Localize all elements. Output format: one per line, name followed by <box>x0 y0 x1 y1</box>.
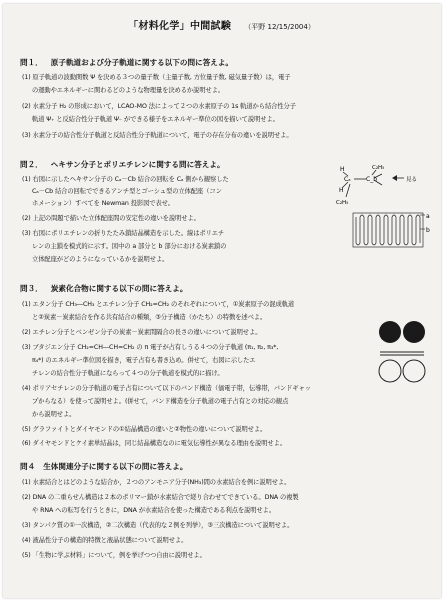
question-3-heading <box>20 283 187 294</box>
orbital-lobe-bottom-left <box>379 360 401 382</box>
q2-line-1: (1) 右図に示したヘキサン分子の Cₐ－Cb 結合の回転を Cₐ 側から観察した <box>22 176 229 183</box>
pe-label-a: a <box>426 213 430 220</box>
c2h5-label-2: C₂H₅ <box>336 200 349 206</box>
c2h5-label-1: C₂H₅ <box>372 165 385 171</box>
orbital-lobe-top-right <box>403 321 425 343</box>
q2-line-2: Cₐ－Cb 結合の回転でできるアンチ型とゴーシュ型の立体配座（コン <box>32 188 222 195</box>
view-arrow-icon <box>392 175 397 181</box>
q1-line-4: 軌道 Ψ₊ と反結合性分子軌道 Ψ₋ ができる様子をエネルギー準位の図を描いて説明せよ。 <box>32 116 279 123</box>
view-label: 見る <box>406 177 418 183</box>
q3-line-8: プからなる）を使って説明せよ。(併せて，バンド構造を分子軌道の電子占有との対応の観点 <box>32 398 289 405</box>
question-4-text: 生体関連分子に関する以下の問に答えよ。 <box>43 462 188 471</box>
page-title: 「材料化学」中間試験 <box>128 21 232 32</box>
q2-line-5: (3) 右図にポリエチレンの折りたたみ鎖結晶構造を示した。線はポリエチ <box>22 230 225 237</box>
q4-line-1: (1) 水素結合とはどのような結合か，２つのアンモニア分子(NH₃)間の水素結合を例に説明せよ。 <box>22 479 291 486</box>
q1-line-3: (2) 水素分子 H₂ の形成において，LCAO-MO 法によって２つの水素原子の 1s 軌道から結合性分子 <box>22 103 296 110</box>
q3-line-4: (3) ブタジエン分子 CH₂=CH―CH=CH₂ の π 電子が占有しうる４つの分子軌道 (π₁, π₂, π₃*, <box>22 344 279 351</box>
h-label-2: H <box>339 187 344 194</box>
hexane-bonds <box>342 170 404 197</box>
q4-line-2: (2) DNA の二重らせん構造は２本のポリマー鎖が水素結合で縒り合わせてできている。DNA の複製 <box>22 494 299 501</box>
cb-label: C_b <box>366 176 377 183</box>
ca-label: Cₐ <box>344 176 351 183</box>
q3-line-7: (4) ポリアセチレンの分子軌道の電子占有について以下のバンド構造（価電子帯，伝導帯，バンドギャッ <box>22 385 311 392</box>
question-2-text: ヘキサン分子とポリエチレンに関する問に答えよ。 <box>50 160 225 169</box>
question-2-number: 問２． <box>20 160 43 169</box>
q3-line-6: チレンの結合性分子軌道にならって４つの分子軌道を模式的に描け。 <box>32 370 224 377</box>
author: （平野 <box>244 23 266 31</box>
question-1-text: 原子軌道および分子軌道に関する以下の問に答えよ。 <box>50 58 234 67</box>
orbital-lobe-bottom-right <box>403 360 425 382</box>
author-date <box>244 23 315 31</box>
q3-line-2: と②炭素－炭素結合を作る共有結合の種類，③分子構造（かたち）の特徴を述べよ。 <box>32 314 267 321</box>
q4-line-5: (4) 液晶性分子の構造的特徴と液晶状態について説明せよ。 <box>22 537 188 544</box>
q1-line-5: (3) 水素分子の結合性分子軌道と反結合性分子軌道について，電子の存在分布の違いを説明せよ。 <box>22 132 293 139</box>
question-3-text: 炭素化合物に関する以下の問に答えよ。 <box>50 284 188 293</box>
q3-line-1: (1) エタン分子 CH₃―CH₃ とエチレン分子 CH₂=CH₂ のそれぞれについて，①炭素原子の混成軌道 <box>22 301 295 308</box>
q3-line-5: π₄*) のエネルギー準位図を描き，電子占有も書き込め。併せて，右図に示したエ <box>32 357 256 364</box>
h-label-1: H <box>340 166 345 173</box>
q4-line-4: (3) タンパク質の①一次構造，②二次構造（代表的な２例を列挙），③三次構造について説明せよ。 <box>22 522 294 529</box>
ethylene-orbital-figure <box>378 318 428 386</box>
hexane-figure <box>336 161 428 207</box>
q2-line-6: レンの主鎖を模式的に示す。図中の a 部分と b 部分における炭素鎖の <box>32 243 227 250</box>
question-4-number: 問４ <box>20 462 36 471</box>
q2-line-4: (2) 上記の問題で描いた立体配座間の安定性の違いを説明せよ。 <box>22 215 200 222</box>
q2-line-7: 立体配座がどのようになっているかを説明せよ。 <box>32 256 169 263</box>
polyethylene-figure <box>352 209 432 251</box>
question-1-heading <box>20 57 233 68</box>
question-1-number: 問１． <box>20 58 43 67</box>
q3-line-9: から説明せよ。 <box>32 411 76 418</box>
q1-line-2: の運動やエネルギーに関わるどのような物理量を決めるか説明せよ。 <box>32 87 225 94</box>
date: 12/15/2004） <box>267 23 315 31</box>
q3-line-11: (6) ダイヤモンドとケイ素単結晶は，同じ結晶構造なのに電気伝導性が異なる理由を説明せよ。 <box>22 440 287 447</box>
orbital-lobe-top-left <box>379 321 401 343</box>
polyethylene-chain <box>356 215 420 245</box>
title-row <box>0 14 443 33</box>
q4-line-6: (5) 「生物に学ぶ材料」について，例を挙げつつ自由に説明せよ。 <box>22 552 206 559</box>
q3-line-10: (5) グラファイトとダイヤモンドの①結晶構造の違いと②物性の違いについて説明せよ。 <box>22 426 267 433</box>
q4-line-3: や RNA への転写を行うときに，DNA が水素結合を使った構造である利点を説明せよ。 <box>32 507 276 514</box>
q3-line-3: (2) エチレン分子とベンゼン分子の炭素－炭素間隔合の長さの違いについて説明せよ。 <box>22 329 262 336</box>
question-4-heading <box>20 461 187 472</box>
pe-label-b: b <box>426 227 430 234</box>
question-3-number: 問３． <box>20 284 43 293</box>
question-2-heading <box>20 159 225 170</box>
q2-line-3: ホメーション）すべてを Newman 投影図で表せ。 <box>32 200 174 207</box>
q1-line-1: (1) 原子軌道の波動関数 Ψ を決める３つの量子数（主量子数, 方位量子数, 磁気量子数）は，電子 <box>22 74 291 81</box>
